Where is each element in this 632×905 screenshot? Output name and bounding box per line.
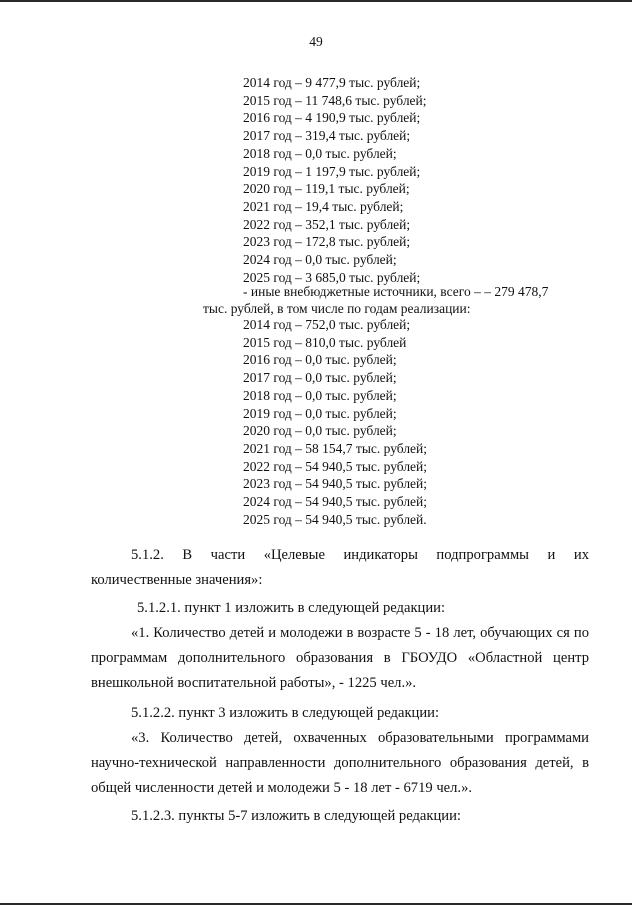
budget-year-line: 2014 год – 9 477,9 тыс. рублей; bbox=[243, 75, 421, 90]
other-sources-continuation: тыс. рублей, в том числе по годам реализации: bbox=[203, 301, 471, 316]
section-5-1-2-2-heading: 5.1.2.2. пункт 3 изложить в следующей редакции: bbox=[131, 705, 440, 721]
budget-year-line: 2020 год – 0,0 тыс. рублей; bbox=[243, 423, 397, 439]
budget-year-line: 2018 год – 0,0 тыс. рублей; bbox=[243, 145, 397, 161]
budget-year-line: 2017 год – 0,0 тыс. рублей; bbox=[243, 370, 397, 386]
budget-year-line: 2018 год – 0,0 тыс. рублей; bbox=[243, 387, 397, 403]
section-5-1-2-2-text: «3. Количество детей, охваченных образовательными программами научно-технической направленности дополнительного образования детей, в общей численности детей и молодежи 5 - 18 лет - 6719 чел.». bbox=[91, 730, 589, 796]
budget-year-line: 2025 год – 3 685,0 тыс. рублей; bbox=[243, 269, 421, 285]
budget-year-line: 2021 год – 58 154,7 тыс. рублей; bbox=[243, 440, 428, 456]
other-sources-line: - иные внебюджетные источники, всего – – 279 478,7 bbox=[243, 284, 549, 299]
budget-year-line: 2015 год – 810,0 тыс. рублей bbox=[243, 334, 407, 350]
budget-year-line: 2025 год – 54 940,5 тыс. рублей. bbox=[243, 511, 427, 527]
budget-year-line: 2023 год – 54 940,5 тыс. рублей; bbox=[243, 476, 428, 492]
section-5-1-2-1-heading: 5.1.2.1. пункт 1 изложить в следующей редакции: bbox=[137, 600, 446, 616]
budget-year-line: 2022 год – 54 940,5 тыс. рублей; bbox=[243, 458, 428, 474]
section-5-1-2: 5.1.2. В части «Целевые индикаторы подпрограммы и их количественные значения»: bbox=[91, 547, 589, 588]
budget-year-line: 2017 год – 319,4 тыс. рублей; bbox=[243, 128, 411, 144]
section-5-1-2-1-text: «1. Количество детей и молодежи в возрасте 5 - 18 лет, обучающих ся по программам дополнительного образования в ГБОУДО «Областной центр внешкольной воспитательной работы», - 1225 чел.». bbox=[91, 625, 589, 691]
budget-year-line: 2020 год – 119,1 тыс. рублей; bbox=[243, 181, 410, 197]
section-5-1-2-3-heading: 5.1.2.3. пункты 5-7 изложить в следующей редакции: bbox=[131, 808, 461, 824]
budget-list-other-sources bbox=[243, 316, 427, 528]
budget-year-line: 2014 год – 752,0 тыс. рублей; bbox=[243, 317, 411, 332]
budget-year-line: 2024 год – 0,0 тыс. рублей; bbox=[243, 252, 397, 268]
budget-year-line: 2016 год – 4 190,9 тыс. рублей; bbox=[243, 110, 421, 126]
budget-year-line: 2022 год – 352,1 тыс. рублей; bbox=[243, 216, 411, 232]
budget-year-line: 2023 год – 172,8 тыс. рублей; bbox=[243, 234, 411, 250]
page-number: 49 bbox=[309, 34, 323, 49]
budget-year-line: 2016 год – 0,0 тыс. рублей; bbox=[243, 352, 397, 368]
budget-list-extrabudgetary bbox=[243, 74, 427, 286]
page-edge-top bbox=[0, 0, 632, 2]
budget-year-line: 2019 год – 1 197,9 тыс. рублей; bbox=[243, 163, 421, 179]
budget-year-line: 2021 год – 19,4 тыс. рублей; bbox=[243, 198, 404, 214]
budget-year-line: 2024 год – 54 940,5 тыс. рублей; bbox=[243, 494, 428, 510]
budget-year-line: 2015 год – 11 748,6 тыс. рублей; bbox=[243, 92, 427, 108]
budget-year-line: 2019 год – 0,0 тыс. рублей; bbox=[243, 405, 397, 421]
